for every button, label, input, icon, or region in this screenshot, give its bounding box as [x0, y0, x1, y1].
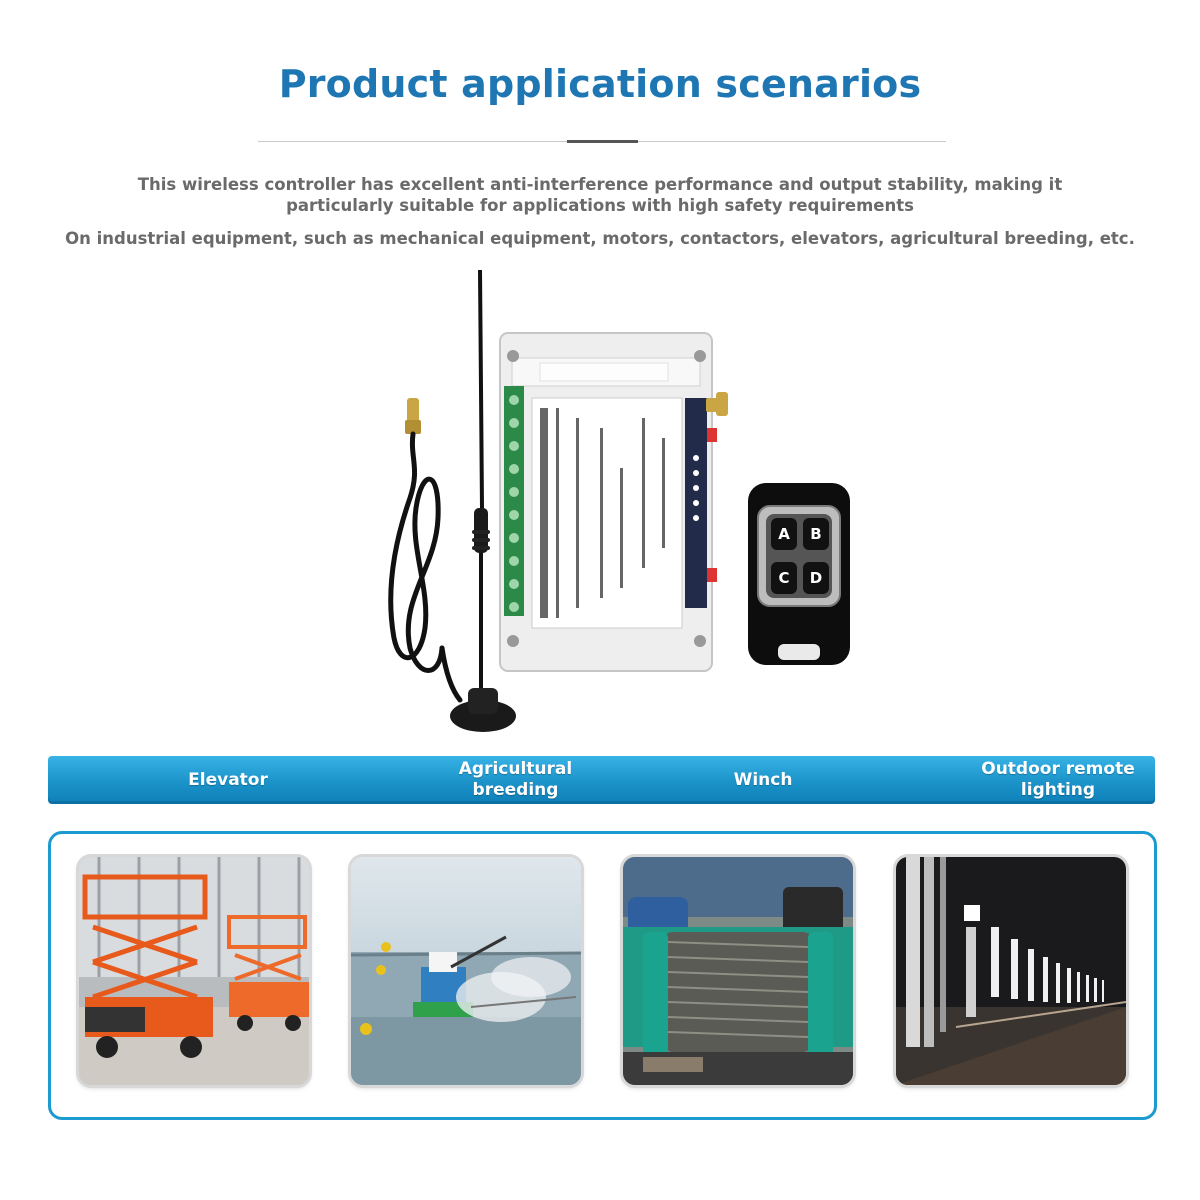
photo-winch: [623, 857, 853, 1085]
category-elevator: Elevator: [188, 769, 268, 790]
category-outdoor-lighting: Outdoor remote lighting: [981, 759, 1135, 800]
product-illustration: [380, 268, 860, 738]
remote-button-c: [771, 562, 797, 594]
receiver-module-icon: [500, 333, 728, 671]
remote-button-a-label: A: [778, 525, 790, 543]
description-line-2: On industrial equipment, such as mechanical equipment, motors, contactors, elevators, agricultural breeding, etc.: [65, 229, 1135, 248]
photo-outdoor-lighting: [896, 857, 1126, 1085]
title-divider-accent: [567, 140, 638, 143]
remote-button-a: [771, 518, 797, 550]
remote-button-b-label: B: [810, 525, 822, 543]
category-agricultural-breeding: Agricultural breeding: [458, 759, 573, 800]
category-bar: [48, 756, 1155, 804]
remote-button-c-label: C: [778, 569, 790, 587]
remote-button-d-label: D: [809, 569, 823, 587]
category-winch: Winch: [733, 769, 793, 790]
remote-button-b: [803, 518, 829, 550]
description-line-1: This wireless controller has excellent anti-interference performance and output stability, making it particularly suitable for applications with high safety requirements: [137, 175, 1063, 215]
remote-control: [748, 483, 850, 665]
remote-button-d: [803, 562, 829, 594]
cable-antenna-icon: [391, 398, 460, 700]
product-image: [380, 268, 860, 738]
photo-agricultural-breeding: [351, 857, 581, 1085]
photo-elevator: [79, 857, 309, 1085]
page-title: Product application scenarios: [278, 62, 922, 106]
